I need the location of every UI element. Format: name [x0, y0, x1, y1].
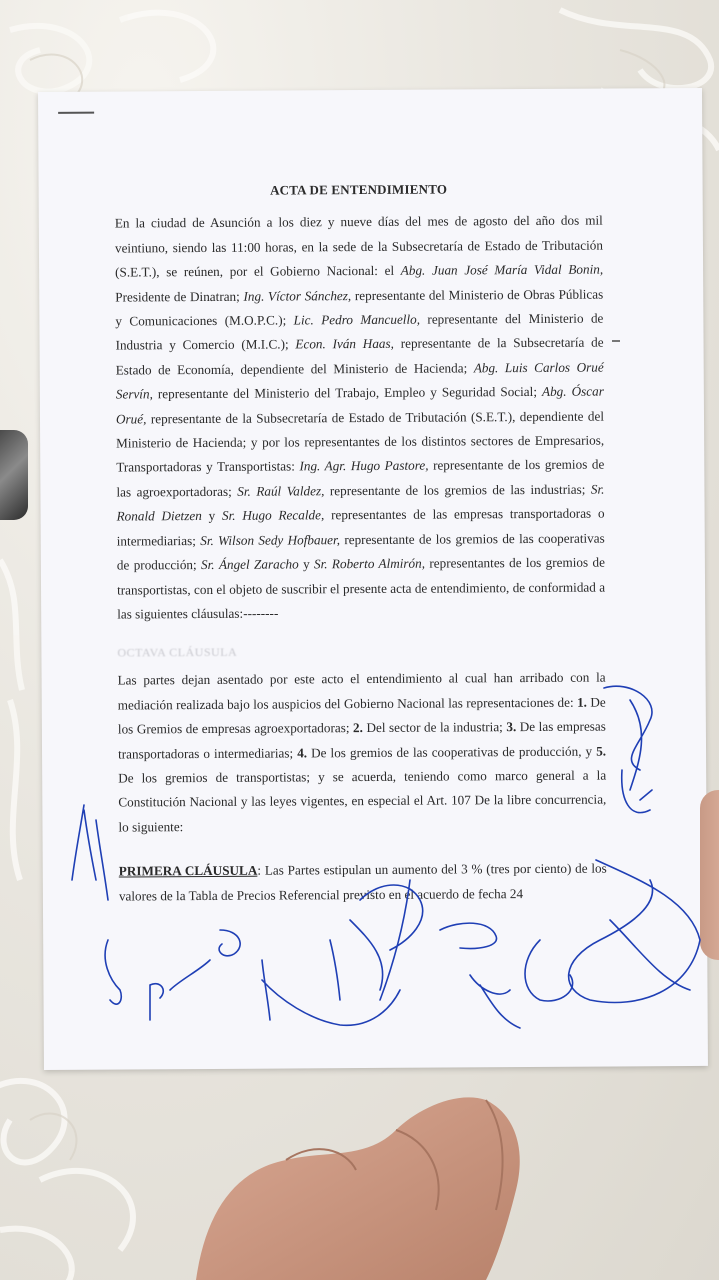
faded-bleedthrough-text: OCTAVA CLÁUSULA	[117, 645, 238, 660]
signature-6	[525, 940, 573, 1001]
signature-4	[360, 880, 423, 1000]
intro-paragraph: En la ciudad de Asunción a los diez y nueve días del mes de agosto del año dos mil veintiuno, siendo las 11:00 horas, en la sede de la Subsecretaría de Estado de Tributación (S.E.T.), se reúnen, por el Gobierno Nacional: el Abg. Juan José María Vidal Bonin, Presidente de Dinatran; Ing. Víctor Sánchez, representante del Ministerio de Obras Públicas y Comunicaciones (M.O.P.C.); Lic. Pedro Mancuello, representante del Ministerio de Industria y Comercio (M.I.C.); Econ. Iván Haas, representante de la Subsecretaría de Estado de Economía, dependiente del Ministerio de Hacienda; Abg. Luis Carlos Orué Servín, representante del Ministerio del Trabajo, Empleo y Seguridad Social; Abg. Óscar Orué, representante de la Subsecretaría de Estado de Tributación (S.E.T.), dependiente del Ministerio de Hacienda; y por los representantes de los distintos sectores de Empresarios, Transportadoras y Transportistas: Ing. Agr. Hugo Pastore, representante de los gremios de las agroexportadoras; Sr. Raúl Valdez, representante de los gremios de las industrias; Sr. Ronald Dietzen y Sr. Hugo Recalde, representantes de las empresas transportadoras o intermediarias; Sr. Wilson Sedy Hofbauer, representante de los gremios de las cooperativas de producción; Sr. Ángel Zaracho y Sr. Roberto Almirón, representantes de los gremios de transportistas, con el objeto de suscribir el presente acta de entendimiento, de conformidad a las siguientes cláusulas:--------	[114, 212, 606, 622]
first-clause-label: PRIMERA CLÁUSULA	[118, 862, 258, 879]
document-title: ACTA DE ENTENDIMIENTO	[270, 181, 448, 198]
signature-large-right	[569, 860, 700, 1003]
signature-1	[105, 940, 163, 1020]
holding-hand	[196, 1090, 536, 1280]
agreement-paragraph: Las partes dejan asentado por este acto el entendimiento al cual han arribado con la mediación realizada bajo los auspicios del Gobierno Nacional las representaciones de: 1. De los Gremios de empresas agroexportadoras; 2. Del sector de la industria; 3. De las empresas transportadoras o intermediarias; 4. De los gremios de las cooperativas de producción, y 5. De los gremios de transportistas; y se acuerda, teniendo como marco general a la Constitución Nacional y las leyes vigentes, en especial el Art. 107 De la libre concurrencia, lo siguiente:	[117, 669, 607, 835]
first-clause: PRIMERA CLÁUSULA: Las Partes estipulan un aumento del 3 % (tres por ciento) de los valores de la Tabla de Precios Referencial previsto en el acuerdo de fecha 24	[118, 860, 607, 904]
signature-5	[440, 923, 520, 1028]
signature-initials-right	[604, 686, 652, 812]
signature-left-margin	[72, 805, 108, 900]
signature-3	[262, 920, 400, 1025]
signature-2	[170, 930, 240, 990]
